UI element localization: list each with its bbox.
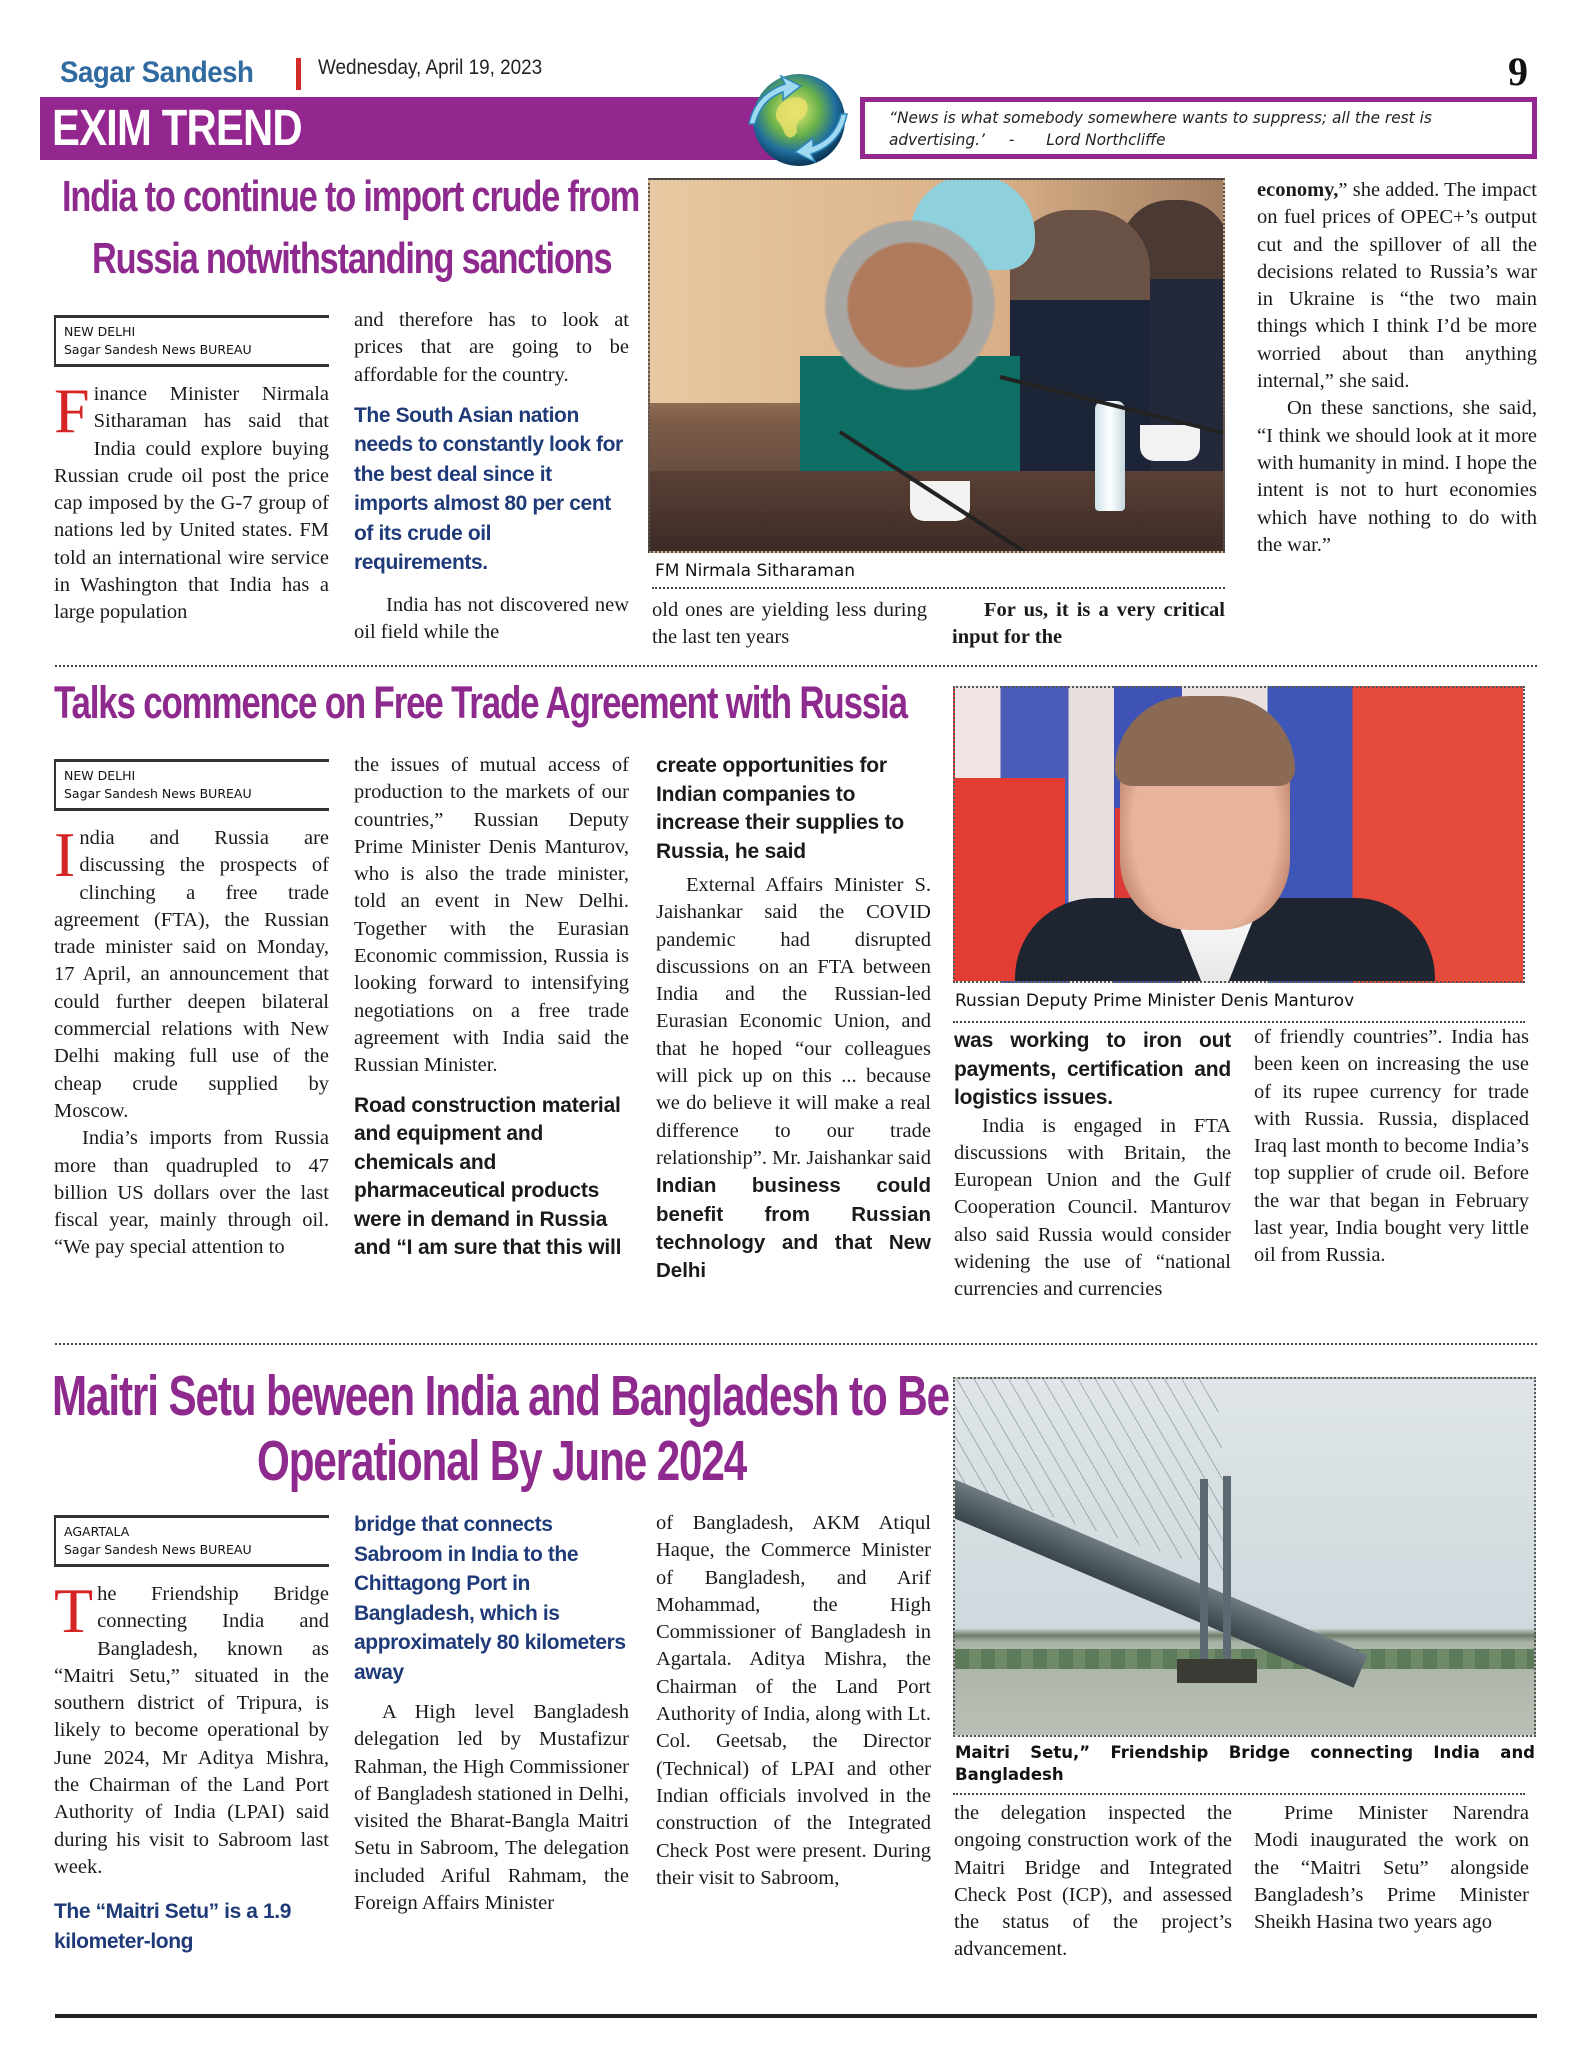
caption-divider [953, 1793, 1525, 1795]
article-3-column-5: Prime Minister Narendra Modi inaugurated the work on the “Maitri Setu” alongside Bangladesh’s Prime Minister Sheikh Hasina two years ago [1254, 1802, 1529, 1934]
article-2-column-3 [656, 752, 931, 1285]
dateline-bureau: Sagar Sandesh News BUREAU [64, 1542, 252, 1557]
body-paragraph: inance Minister Nirmala Sitharaman has said that India could explore buying Russian crude oil post the price cap imposed by the G-7 group of nations led by United states. FM told an international wire service in Washington that India has a large population [54, 383, 329, 624]
photo-denis-manturov [953, 686, 1525, 983]
article-2-column-1 [54, 759, 329, 1262]
photo-caption-fm: FM Nirmala Sitharaman [655, 561, 856, 581]
dateline-city: NEW DELHI [64, 324, 136, 339]
article-3-pull-quote: The “Maitri Setu” is a 1.9 kilometer-long [54, 1900, 292, 1953]
masthead-quote-box [860, 97, 1537, 159]
bold-run: Indian business could benefit from Russian technology and that New Delhi [656, 1174, 931, 1283]
text-run: External Affairs Minister S. Jaishankar said the COVID pandemic had disrupted discussions on an FTA between India and the Russian-led Eurasian Economic Union, and that he hoped “our colleagues will pick up on this ... because we do believe it will make a real difference to our trade relationship”. Mr. Jaishankar said [656, 874, 931, 1169]
article-2-body-1 [54, 819, 329, 1125]
body-paragraph: ndia and Russia are discussing the prospects of clinching a free trade agreement (FTA), the Russian trade minister said on Monday, 17 April, an announcement that could further deepen bilateral commercial relations with New Delhi making full use of the cheap crude supplied by Moscow. [54, 827, 329, 1122]
globe-icon [735, 62, 860, 177]
article-1-column-2 [354, 307, 629, 646]
body-paragraph: the issues of mutual access of production to the markets of our countries,” Russian Deputy Prime Minister Denis Manturov, who is also the trade minister, told an event in New Delhi. Together with the Eurasian Economic commission, Russia is looking forward to intensifying negotiations on a free trade agreement with India said the Russian Minister. [354, 754, 629, 1077]
masthead-separator [296, 58, 301, 90]
body-paragraph: and therefore has to look at prices that are going to be affordable for the country. [354, 309, 629, 386]
article-2-pull-quote: Road construction material and equipment and chemicals and pharmaceutical products were in demand in Russia and “I am sure that this will [354, 1093, 622, 1260]
article-2-column-4 [954, 1027, 1231, 1304]
dateline-bureau: Sagar Sandesh News BUREAU [64, 786, 252, 801]
article-2-dateline [54, 759, 329, 811]
page-footer-rule [55, 2014, 1537, 2018]
dropcap: F [54, 375, 90, 446]
article-1-body-1 [54, 375, 329, 627]
article-1-column-3: old ones are yielding less during the last ten years [652, 599, 927, 649]
masthead-quote [889, 107, 1506, 151]
dropcap: T [54, 1575, 94, 1646]
body-paragraph: A High level Bangladesh delegation led by Mustafizur Rahman, the High Commissioner of Bangladesh stationed in Delhi, visited the Bharat-Bangla Maitri Setu in Sabroom, The delegation included Ariful Rahmam, the Foreign Affairs Minister [354, 1701, 629, 1915]
article-3-column-3: of Bangladesh, AKM Atiqul Haque, the Commerce Minister of Bangladesh, and Arif Mohammad, the High Commissioner of Bangladesh in Agartala. Aditya Mishra, the Chairman of the Land Port Authority of India, along with Lt. Col. Geetsab, the Director (Technical) of LPAI and other Indian officials involved in the construction of the Integrated Check Post were present. During their visit to Sabroom, [656, 1512, 931, 1889]
paper-name: Sagar Sandesh [60, 56, 254, 89]
quote-dash: - [1008, 130, 1015, 149]
quote-text: “News is what somebody somewhere wants to suppress; all the rest is advertising.’ [889, 108, 1432, 149]
section-divider [55, 1343, 1537, 1345]
body-paragraph: India has not discovered new oil field while the [354, 593, 629, 644]
photo-caption-bridge: Maitri Setu,” Friendship Bridge connecting India and Bangladesh [955, 1743, 1535, 1784]
body-paragraph: he Friendship Bridge connecting India and Bangladesh, known as “Maitri Setu,” situated in the southern district of Tripura, is likely to become operational by June 2024, Mr Aditya Mishra, the Chairman of the Land Port Authority of India (LPAI) said during his visit to Sabroom last week. [54, 1583, 329, 1878]
article-3-dateline [54, 1515, 329, 1567]
article-2-column-2 [354, 752, 629, 1263]
article-3-column-1 [54, 1515, 329, 1956]
article-1-column-5 [1257, 177, 1537, 559]
article-1-column-4: For us, it is a very critical input for the [952, 599, 1225, 649]
article-2-headline: Talks commence on Free Trade Agreement with Russia [54, 677, 907, 728]
body-paragraph [1257, 177, 1537, 395]
section-divider [55, 665, 1537, 667]
dateline-city: NEW DELHI [64, 768, 136, 783]
article-3-column-4: the delegation inspected the ongoing construction work of the Maitri Bridge and Integrated Check Post (ICP), and assessed the status of the project’s advancement. [954, 1802, 1232, 1961]
article-1-column-1 [54, 315, 329, 627]
article-1-headline-line2: Russia notwithstanding sanctions [92, 234, 612, 283]
article-2-column-5: of friendly countries”. India has been keen on increasing the use of its rupee currency for trade with Russia. Russia, displaced Iraq last month to become India’s top supplier of crude oil. Before the war that began in February last year, India bought very little oil from Russia. [1254, 1026, 1529, 1267]
section-title: EXIM TREND [52, 99, 302, 156]
photo-fm-nirmala-sitharaman [648, 178, 1225, 553]
article-1-headline-line1: India to continue to import crude from [62, 172, 640, 221]
bold-run: economy, [1257, 179, 1339, 201]
quote-author: Lord Northcliffe [1046, 130, 1166, 149]
article-3-column-2 [354, 1510, 629, 1917]
article-3-headline-line1: Maitri Setu beween India and Bangladesh to Be [52, 1364, 949, 1428]
article-2-bold-run: was working to iron out payments, certification and logistics issues. [954, 1029, 1231, 1109]
body-paragraph: India’s imports from Russia more than quadrupled to 47 billion US dollars over the last fiscal year, mainly through oil. “We pay special attention to [54, 1127, 329, 1259]
dateline-bureau: Sagar Sandesh News BUREAU [64, 342, 252, 357]
article-2-pull-quote-cont: create opportunities for Indian companies to increase their supplies to Russia, he said [656, 754, 905, 863]
dateline-city: AGARTALA [64, 1524, 130, 1539]
caption-divider [953, 1021, 1525, 1023]
article-1-pull-quote: The South Asian nation needs to constantly look for the best deal since it imports almost 80 per cent of its crude oil requirements. [354, 403, 623, 575]
article-3-pull-quote-cont: bridge that connects Sabroom in India to the Chittagong Port in Bangladesh, which is approximately 80 kilometers away [354, 1513, 626, 1684]
article-3-headline-line2: Operational By June 2024 [257, 1429, 747, 1493]
article-3-body-1 [54, 1575, 329, 1881]
page-number: 9 [1508, 49, 1528, 94]
photo-caption-manturov: Russian Deputy Prime Minister Denis Manturov [955, 991, 1355, 1011]
issue-date: Wednesday, April 19, 2023 [318, 56, 543, 79]
body-paragraph [656, 872, 931, 1285]
body-paragraph: India is engaged in FTA discussions with Britain, the European Union and the Gulf Cooperation Council. Manturov also said Russia would consider widening the use of “national currencies and currencies [954, 1114, 1231, 1301]
dropcap: I [54, 819, 76, 890]
text-run: ” she added. The impact on fuel prices of OPEC+’s output cut and the spillover of all the decisions related to Russia’s war in Ukraine is “the two main things which I think I’d be more worried about than anything internal,” she said. [1257, 179, 1537, 393]
photo-maitri-setu-bridge [953, 1377, 1536, 1737]
body-paragraph: On these sanctions, she said, “I think we should look at it more with humanity in mind. I hope the intent is not to hurt economies which have nothing to do with the war.” [1257, 397, 1537, 556]
caption-divider [652, 587, 1225, 589]
article-1-dateline [54, 315, 329, 367]
